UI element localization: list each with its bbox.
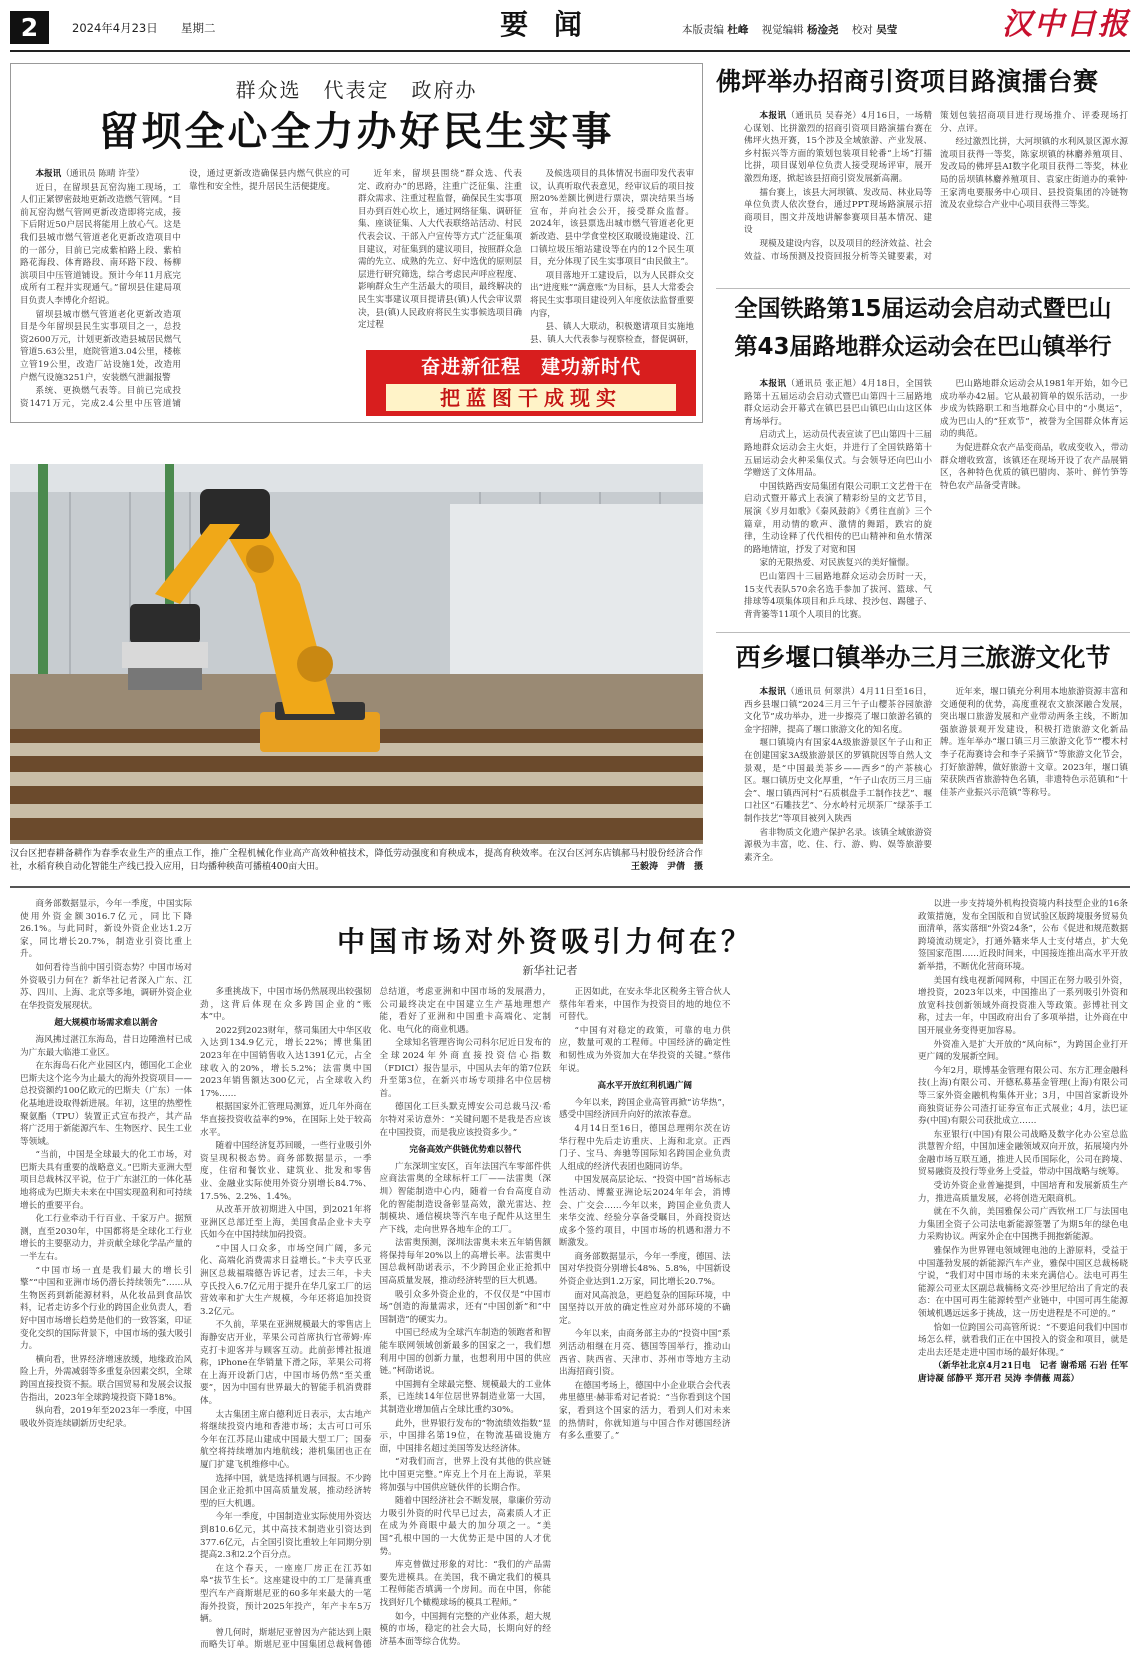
feature-source: 新华社记者 (522, 964, 578, 977)
lead-kicker: 群众选 代表定 政府办 (235, 78, 478, 102)
lead-paragraph: 近年来，留坝县围绕“群众选、代表定、政府办”的思路，注重广泛征集、注重群众需求、注重过程监督，确保民生实事项目办到百姓心坎上，通过网络征集、调研征集、座谈征集、人大代表联络站活动、村民代表会议、干部入户宣传等方式广泛征集项目建议，对征集到的建议项目，按照群众急需的先立、成熟的先立、好中选优的原则层层进行研究筛选，综合考虑民声呼应程度、影响群众生产生活最大的项目，最终解决的民生实事建议项目提请县(镇)人代会审议票决，县(镇)人民政府将民生实事候选项目确定过程 (358, 169, 522, 331)
feature-body-left: 商务部数据显示，今年一季度，中国实际使用外资金额3016.7亿元，同比下降26.1%。与此同时，新设外资企业达1.2万家，同比增长20.7%，制造业引资比重上升。 如何看待当前中国引资态势？中国市场对外资吸引力何在？新华社记者深入广东、江苏、四川、上海、北京等多地，调研外资企业在华投资发展现状。 超大规模市场需求难以割舍 海风拂过湛江东海岛，昔日边陲渔村已成为广东最大临港工业区。 在东海岛石化产业园区内，德国化工企业巴斯夫这个迄今为止最大的海外投资项目——总投资额约100亿欧元的巴斯夫（广东）一体化基地进设取得新进展。年初，这里的热塑性聚氨酯（TPU）装置正式宣布投产，其产品将广泛用于新能源汽车、生物医疗、民生工业等领域。 “当前，中国是全球最大的化工市场，对巴斯夫具有重要的战略意义。”巴斯夫亚洲大型项目总裁林汉平说，位于广东湛江的一体化基地将成为巴斯夫未来在中国实现盈利和可持续增长的重要平台。 化工行业牵动千行百业、千家万户。据预测，直至2030年，中国都将是全球化工行业增长的主要驱动力，并贡献全球化学品产量的一半左右。 “中国市场一直是我们最大的增长引擎”“中国和亚洲市场仍潜长持续领先”……从生物医药到新能源材料，从化妆品到食品饮料，记者走访多个行业的跨国企业负责人，看好中国市场增长趋势是他们的一致答案，印证变化交织的国际背景下，中国市场的强大吸引力。 横向看，世界经济增速放缓，地缘政治风险上升，外需减弱等多重复杂因素交织，全球跨国直接投资不振。联合国贸易和发展会议报告指出，2023年全球跨境投资下降18%。 纵向看，2019年至2023年一季度，中国吸收外资连续刷新历史纪录。 (20, 899, 192, 1429)
photo-credit: 王毅涛 尹倩 摄 (630, 861, 703, 872)
robot-photo (10, 464, 703, 844)
lead-paragraph: 留坝县城市燃气管道老化更新改造项目是今年留坝县民生实事项目之一，总投资2600万元，计划更新改造县城居民燃气管道5.63公里，庭院管道3.04公里，楼栋立管19公里，改造厂站设施1处，改造用户燃气设施3251户，安装燃气泄漏报警 (20, 309, 181, 383)
divider (716, 632, 1130, 633)
lead-paragraph: 近日，在留坝县瓦窑沟施工现场，工人们正紧锣密鼓地更新改造燃气管网。“目前瓦窑沟燃气管网更新改造即将完成，接下后附近50户居民将能用上放心气。这是我们县城市燃气管道老化更新改造项目中的一部分，目前已完成紫柏路上段、紫柏路花海段、体育路段、南环路下段、杨柳滨项目中压管道铺设。预计今年11月底完成所有工程并实现通气。”留坝县住建局项目负责人李博化介绍说。 (20, 182, 181, 306)
proofreader-name: 吴莹 (876, 24, 898, 36)
issue-date (72, 20, 216, 36)
photo-caption (10, 848, 703, 873)
story2-headline-line2: 第43届路地群众运动会在巴山镇举行 (734, 334, 1112, 360)
feature-subheading: 高水平开放红利机遇广阔 (597, 1081, 693, 1092)
lead-paragraph: 县、镇人大联动，积极邀请项目实施地县、镇人大代表参与视察检查，督促调研， (530, 322, 694, 345)
photo-caption-text: 汉台区把春耕备耕作为春季农业生产的重点工作，推广全程机械化作业高产高效种植技术，降低劳动强度和育秧成本，提高育秧效率。在汉台区河东店镇郝马村股份经济合作社，水稻育秧自动化智能生产线已投入应用，日均播种秧苗可播植400亩大田。 (10, 849, 703, 872)
feature-headline: 中国市场对外资吸引力何在？ (336, 925, 753, 958)
slogan-line2: 把蓝图干成现实 (440, 386, 622, 410)
editor-name: 杜峰 (727, 24, 749, 36)
story2-headline-line1: 全国铁路第15届运动会启动式暨巴山 (734, 296, 1112, 322)
feature-subheading: 超大规模市场需求难以割舍 (54, 1018, 158, 1029)
masthead-rule (10, 50, 1130, 52)
lead-byline: 本报讯（通讯员 陈晴 许莹） (35, 169, 145, 179)
date-text: 2024年4月23日 (72, 21, 158, 35)
lead-paragraph: 项目落地开工建设后，以为人民群众交出“进度账”“满意账”为目标，县人大常委会将民生实事项目建设列入年度依法监督重要内容， (530, 270, 694, 319)
visual-editor-name: 杨淦尧 (807, 24, 839, 36)
story3-headline: 西乡堰口镇举办三月三旅游文化节 (735, 643, 1111, 672)
newspaper-logo: 汉中日报 (1002, 7, 1130, 42)
story1-headline: 佛坪举办招商引资项目路演擂台赛 (716, 67, 1099, 96)
feature-body-main: 多重挑战下，中国市场仍然展现出较强韧劲，这背后体现在众多跨国企业的“账本”中。 2022到2023财年，蔡司集团大中华区收入达到134.9亿元，增长22%；博世集团2023年在中国销售收入达1391亿元，占全球收入的20%，增长5.2%；法雷奥中国2023年销售额达300亿元，占全球收入约17%…… 根据国家外汇管理局测算，近几年外商在华直接投资收益率约9%，在国际上处于较高水平。 随着中国经济复苏回暖，一些行业吸引外资呈现积极态势。商务部数据显示，一季度，住宿和餐饮业、建筑业、批发和零售业、金融业实际使用外资分别增长84.7%、17.5%、2.2%、1.4%。 从改革开放初期进入中国，到2021年将亚洲区总部迁至上海，美国食品企业卡夫亨氏如今在中国持续加码投资。 “中国人口众多，市场空间广阔，多元化、高端化消费需求日益增长。”卡夫亨氏亚洲区总裁福瑞德告诉记者，过去三年，卡夫亨氏投入6.7亿元用于提升在华几家工厂的运营效率和扩大生产规模，今年还将追加投资3.2亿元。 不久前，苹果在亚洲规模最大的零售店上海静安店开业，苹果公司首席执行官蒂姆·库克打卡迎客并与顾客互动。此前彭博社报道称，iPhone在华销量下滑之际，苹果公司将在上海开设新门店，中国市场仍然“至关重要”，因为中国有世界最大的智能手机消费群体。 太古集团主席白德利近日表示，太古地产将继续投资内地和香港市场；太古可口可乐今年在江苏昆山建成中国最大型工厂；国泰航空将持续增加内地航线；港机集团也正在厦门扩建飞机维修中心。 选择中国，就是选择机遇与回报。不少跨国企业正抢抓中国高质量发展，推动经济转型的巨大机遇。 今年一季度，中国制造业实际使用外资达到810.6亿元，其中高技术制造业引资达到377.6亿元，占全国引资比重较上年同期分别提高2.3和2.2个百分点。 在这个春天，一座座厂房正在江苏如皋“拔节生长”。这座建设中的工厂是蒲真重型汽车产商斯堪尼亚的60多年来最大的一笔海外投资，预计2025年投产，年产卡车5万辆。 曾几何时，斯堪尼亚曾因为产能达到上限而略失订单。斯堪尼亚中国集团总裁柯鲁德总结道，考虑亚洲和中国市场的发展潜力，公司最终决定在中国建立生产基地理想产能，看好了亚洲和中国重卡高端化、定制化、电气化的商业机遇。 全球知名管理咨询公司科尔尼近日发布的全球2024年外商直接投资信心指数（FDICI）报告显示，中国从去年的第7位跃升至第3位，在新兴市场专项排名中位居榜首。 德国化工巨头默克博安公司总裁马汉·希尔特对采访意外：“关键问题不是我是否应该在中国投资，而是我应该投资多少。” 完备高效产供链优势难以替代 广东深圳宝安区，百年法国汽车零部件供应商法雷奥的全球标杆工厂——法雷奥（深圳）智能制造中心内，随着一台台高度自动化的智能制造设备彰显高效，激光雷达、控制模块、通信模块等汽车电子配件从这里生产下线，走向世界各地车企的工厂。 法雷奥预测，深圳法雷奥未来五年销售额将保持每年20%以上的高增长率。法雷奥中国总裁柯劭诺表示，不少跨国企业正抢抓中国高质量发展，推动经济转型的巨大机遇。 吸引众多外资企业的，不仅仅是“中国市场”创造的海量需求，还有“中国创新”和“中国制造”的硬实力。 中国已经成为全球汽车制造的领跑者和智能车联网领域创新最多的国家之一，我们想利用中国的创新力量，也想利用中国的供应链。”柯劭诺说。 中国拥有全球最完整、规模最大的工业体系，已连续14年位居世界制造业第一大国，其制造业增加值占全球比重约30%。 此外，世界银行发布的“物流绩效指数”显示，中国排名第19位，在物流基础设施方面，中国排名超过美国等发达经济体。 “对我们而言，世界上没有其他的供应链比中国更完整。”库克上个月在上海说，苹果将加强与中国供应链伙伴的长期合作。 随着中国经济社会不断发展，靠廉价劳动力吸引外资的时代早已过去，高素质人才正在成为外商眼中最大的加分项之一。“美国”孔根中国的一大优势正是中国的人才优势。 库克曾做过形象的对比：“我们的产品需要先进模具。在美国，我不确定我们的模具工程师能否填满一个房间。而在中国，你能找到好几个橄榄球场的模具工程师。” 如今，中国拥有完整的产业体系，超大规模的市场，稳定的社会大局，长期向好的经济基本面等综合优势。 正因如此，在安永华北区税务主管合伙人蔡伟年看来，中国作为投资目的地的地位不可替代。 “中国有对稳定的政策，可靠的电力供应，数量可观的工程师。中国经济的确定性和韧性成为外资加大在华投资的关键。”蔡伟年说。 高水平开放红利机遇广阔 今年以来，跨国企业高管再掀“访华热”，感受中国经济回升向好的浓浓春意。 4月14日至16日，德国总理朔尔茨在访华行程中先后走访重庆、上海和北京。正西门子、宝马、奔驰等国际知名跨国企业负责人组成的经济代表团也随同访华。 中国发展高层论坛、“投资中国”首场标志性活动、博鳌亚洲论坛2024年年会，消博会、广交会……今年以来，跨国企业负责人来华交流、经验分享备受瞩目，外商投资达成多个签约项目，中国市场的机遇和潜力不断激发。 商务部数据显示，今年一季度，德国、法国对华投资分别增长48%、5.8%，中国新设外资企业达到1.2万家，同比增长20.7%。 面对风高浪急，更趋复杂的国际环境，中国坚持以开放的确定性应对外部环境的不确定。 今年以来，由商务部主办的“投资中国”系列活动相继在月亮、德国等国举行，推动山西省、陕西省、天津市、苏州市等地方主动出海招商引资。 在德国考场上，德国中小企业联合会代表弗里德里·赫菲希对记者说：“当你看到这个国家，看到这个国家的活力，看到人们对未来的热情时，你就知道与中国合作对德国经济有多么重要了。” (200, 987, 731, 1651)
lead-body (20, 168, 350, 418)
story1-body: 本报讯（通讯员 吴春尧）4月16日，一场精心谋划、比拼激烈的招商引资项目路演擂台赛在佛坪火热开赛，15个涉及全域旅游、产业发展、乡村振兴等方面的策划包装项目轮番“上场”打擂比拼，项目谋划单位负责人接受现场评审，展开激烈角逐，掀起该县招商引资发展新高潮。 擂台赛上，该县大河坝镇、发改局、林业局等单位负责人依次登台，通过PPT现场路演展示招商项目，围文并茂地讲解参赛项目基本情况、建设 现模及建设内容，以及项目的经济效益、社会效益、市场预测及投资回报分析等关键要素，对策划包装招商项目进行现场推介、评委现场打分、点评。 经过激烈比拼，大河坝镇的水利风景区源水源流项目获得一等奖，陈家坝镇的林麝养殖项目、发改局的佛坪县AI数字化项目获得二等奖，林业局的岳坝镇林麝养殖项目、袁家庄街道办的乘钟·王家湾电要服务中心项目、县投资集团的冷链物流及农业综合产业中心项目获得三等奖。 (744, 111, 1128, 262)
weekday-text: 星期二 (181, 21, 216, 35)
lead-body-col3 (358, 168, 694, 348)
robot-photo-art (10, 464, 703, 844)
feature-body-right: 以进一步支持境外机构投资境内科技型企业的16条政策措施，发布全国版和自贸试验区版跨境服务贸易负面清单，落实落细“外资24条”，公布《促进和规范数据跨境流动规定》，打通外籍来华人士支付堵点，扩大免签国家范围……近段时间来，中国接连推出高水平开放新举措，不断优化营商环境。 美国有线电视新闻网称，中国正在努力吸引外资，增投资，2023年以来，中国推出了一系列吸引外资和放宽科技创新领域外商投资准入等政策。彭博社刊文称，过去一年，中国政府出台了多项举措，让外商在中国开展业务变得更加容易。 外资准入是扩大开放的“风向标”，为跨国企业打开更广阔的发展新空间。 今年2月，联博基金管理有限公司、东方汇理金融科技(上海)有限公司、开德私募基金管理(上海)有限公司等三家外资金融机构集体开业；3月，中国首家新设外商独资证券公司渣打证券宣布正式展业；4月，法巴证券(中国)有限公司获批成立…… 东亚银行(中国)有限公司战略及数字化办公室总监洪慧智介绍，中国加速金融领域双向开放，拓展境内外金融市场互联互通，推进人民币国际化，公司在跨境、贸易融资及投行等业务上受益，带动中国战略与统筹。 受访外资企业普遍提到，中国培育和发展新质生产力，推进高质量发展，必将创造无限商机。 就在不久前，美国雅保公司广西钦州工厂与法国电力集团全资子公司法电新能源签署了为期5年的绿色电力采购协议。两家外企在中国携手拥抱新能源。 雅保作为世界锂电领域锂电池的上游原料，受益于中国蓬勃发展的新能源汽车产业，雅保中国区总裁杨晓宁说，“我们对中国市场的未来充满信心。法电可再生能源公司亚太区副总裁楠杨文亮·沙里尼给出了肯定的表态：在中国可再生能源转型产业链中，中国可再生能源领域机遇远远多于挑战，这一历史进程是不可逆的。” 恰如一位跨国公司高管所说：“不要追问我们中国市场怎么样，就看我们正在中国投入的资金和项目，就是走出去还是走进中国市场的最好体现。” （新华社北京4月21日电 记者 谢希瑶 石岩 任军 唐诗凝 邰静平 郑开君 吴涛 李倩薇 周蕊） (918, 899, 1128, 1384)
masthead (0, 0, 1140, 56)
section-divider (10, 886, 1130, 888)
lead-headline: 留坝全心全力办好民生实事 (98, 109, 615, 155)
slogan-line1: 奋进新征程 建功新时代 (420, 356, 641, 378)
editor-credits: 本版责编 杜峰 视觉编辑 杨淦尧 校对 吴莹 (682, 24, 898, 36)
feature-signoff: （新华社北京4月21日电 记者 谢希瑶 石岩 任军 唐诗凝 邰静平 郑开君 吴涛 李倩薇 周蕊） (918, 1361, 1128, 1384)
feature-subheading: 完备高效产供链优势难以替代 (409, 1145, 522, 1156)
page-number: 2 (10, 11, 49, 44)
divider (716, 288, 1130, 289)
section-title: 要 闻 (500, 8, 590, 41)
lead-paragraph: 及候选项目的具体情况书面印发代表审议，认真听取代表意见，经审议后的项目按照20%差额比例进行票决，票决结果当场宣布，并向社会公开，接受群众监督。2024年，该县票选出城市燃气管道老化更新改造、县中学食堂校区取暖设施建设、江口镇垃圾压缩站建设等在内的12个民生项目，充分体现了民生实事项目“由民做主”。 (530, 169, 694, 268)
lead-paragraph: 系统、更换燃气表等。目前已完成投资1471万元，完成2.4公里中压管道铺设，通过更新改造确保县内燃气供应的可靠性和安全性，提升居民生活便捷度。 (20, 169, 350, 409)
slogan-banner (366, 350, 696, 416)
story2-body: 本报讯（通讯员 张正旭）4月18日，全国铁路第十五届运动会启动式暨巴山第四十三届路地群众运动会开幕式在镇巴县巴山镇巴山山这区体育场举行。 启动式上，运动员代表宣读了巴山第四十三届路地群众运动会主火炬，并进行了全国铁路第十五届运动会火种采集仪式。与会领导还向巴山小学赠送了文体用品。 中国铁路西安局集团有限公司职工文艺骨干在启动式暨开幕式上表演了精彩纷呈的文艺节目，展演《岁月如歌》《秦风鼓韵》《勇往直前》三个篇章，用动情的歌声、激情的舞蹈，跌宕的旋律，生动诠释了代代相传的巴山精神和鱼水情深的路地情谊，抒发了对宽和国 家的无限热爱、对民族复兴的美好憧憬。 巴山第四十三届路地群众运动会历时一天，15支代表队570余名选手参加了拔河、篮球、气排球等4项集体项目和乒乓球、投沙包、踢毽子、背背篓等11项个人项目的比赛。 巴山路地群众运动会从1981年开始，如今已成功举办42届。它从最初简单的娱乐活动，一步步成为铁路职工和当地群众心目中的“小奥运”，成为巴山人的“狂欢节”，被誉为全国群众体育运动的典范。 为促进群众农产品变商品，收成变收入，带动群众增收致富，该镇还在现场开设了农产品展销区，各种特色优质的镇巴腊肉、茶叶、鲜竹笋等特色农产品备受青睐。 (744, 379, 1128, 620)
story3-body: 本报讯（通讯员 何翠洪）4月11日至16日，西乡县堰口镇“2024三月三午子山樱茶谷园旅游文化节”成功举办，进一步擦亮了堰口旅游名镇的金字招牌，提高了堰口旅游文化的知名度。 堰口镇境内有国家4A级旅游景区午子山和正在创建国家3A级旅游景区的罗镇院因等自然人文景观，是“中国最美茶乡——西乡”的产茶核心区。堰口镇历史文化厚重，“午子山农历三月三庙会”、堰口镇西河村“石质棋盘手工制作技艺”、堰口社区“石雕技艺”、分水岭村元坝茶厂“绿茶手工制作技艺”等项目被列入陕西 省非物质文化遗产保护名录。该镇全域旅游资源极为丰富，吃、住、行、游、购、娱等旅游要素齐全。 近年来，堰口镇充分利用本地旅游资源丰富和交通便利的优势，高度重视农文旅深融合发展，突出堰口旅游发展和产业带动两条主线，不断加强旅游景观开发建设，积极打造旅游文化新品牌。连年举办“堰口镇三月三旅游文化节”“樱木村李子花海赛诗会和李子采摘节”等旅游文化节会，打好旅游牌，做好旅游＋文章。2023年，堰口镇荣获陕西省旅游特色名镇，非遗特色示范镇和“十佳茶产业振兴示范镇”等称号。 (744, 687, 1128, 863)
